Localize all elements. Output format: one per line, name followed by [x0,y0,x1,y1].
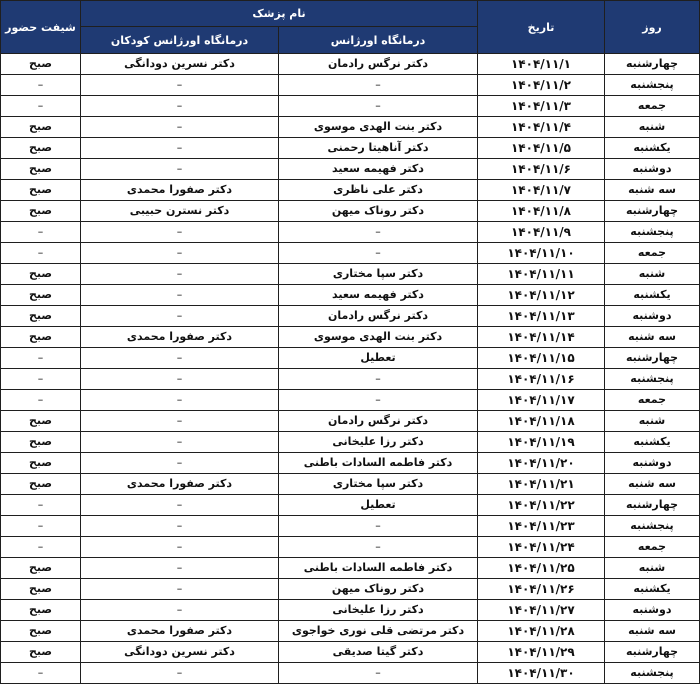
table-row [1,390,700,411]
table-row [1,306,700,327]
day-cell: پنجشنبه [605,75,700,96]
shift-cell: – [1,222,81,243]
header-shift: شیفت حضور [1,1,81,54]
day-cell: یکشنبه [605,432,700,453]
date-cell: ۱۴۰۴/۱۱/۶ [478,159,605,180]
date-cell: ۱۴۰۴/۱۱/۱۴ [478,327,605,348]
child-emergency-doctor-cell: دکتر نسرین دودانگی [81,642,279,663]
table-row [1,516,700,537]
header-emergency: درمانگاه اورژانس [279,27,478,54]
shift-cell: – [1,75,81,96]
table-row [1,138,700,159]
day-cell: چهارشنبه [605,54,700,75]
shift-cell: صبح [1,54,81,75]
shift-cell: صبح [1,621,81,642]
date-cell: ۱۴۰۴/۱۱/۱۵ [478,348,605,369]
child-emergency-doctor-cell: – [81,369,279,390]
day-cell: جمعه [605,390,700,411]
table-row [1,159,700,180]
day-cell: سه شنبه [605,621,700,642]
day-cell: شنبه [605,117,700,138]
emergency-doctor-cell: دکتر گیتا صدیقی [279,642,478,663]
shift-cell: صبح [1,600,81,621]
day-cell: دوشنبه [605,600,700,621]
emergency-doctor-cell: – [279,243,478,264]
date-cell: ۱۴۰۴/۱۱/۲۵ [478,558,605,579]
child-emergency-doctor-cell: – [81,222,279,243]
child-emergency-doctor-cell: – [81,348,279,369]
table-row [1,495,700,516]
shift-cell: – [1,537,81,558]
emergency-doctor-cell: – [279,369,478,390]
table-body [1,54,700,684]
child-emergency-doctor-cell: دکتر صفورا محمدی [81,474,279,495]
day-cell: چهارشنبه [605,642,700,663]
emergency-doctor-cell: دکتر فهیمه سعید [279,159,478,180]
emergency-doctor-cell: دکتر نرگس رادمان [279,306,478,327]
child-emergency-doctor-cell: – [81,138,279,159]
shift-cell: صبح [1,453,81,474]
child-emergency-doctor-cell: – [81,579,279,600]
emergency-doctor-cell: دکتر روناک میهن [279,201,478,222]
date-cell: ۱۴۰۴/۱۱/۳ [478,96,605,117]
child-emergency-doctor-cell: – [81,159,279,180]
shift-cell: صبح [1,558,81,579]
shift-cell: – [1,96,81,117]
emergency-doctor-cell: دکتر سپا مختاری [279,474,478,495]
table-row [1,201,700,222]
shift-cell: صبح [1,138,81,159]
emergency-doctor-cell: دکتر علی ناظری [279,180,478,201]
date-cell: ۱۴۰۴/۱۱/۴ [478,117,605,138]
emergency-doctor-cell: – [279,516,478,537]
emergency-doctor-cell: – [279,222,478,243]
shift-cell: – [1,663,81,684]
day-cell: دوشنبه [605,306,700,327]
child-emergency-doctor-cell: – [81,432,279,453]
day-cell: پنجشنبه [605,369,700,390]
date-cell: ۱۴۰۴/۱۱/۱۱ [478,264,605,285]
child-emergency-doctor-cell: – [81,264,279,285]
shift-cell: صبح [1,306,81,327]
child-emergency-doctor-cell: دکتر صفورا محمدی [81,621,279,642]
emergency-doctor-cell: دکتر نرگس رادمان [279,54,478,75]
table-row [1,96,700,117]
table-row [1,537,700,558]
date-cell: ۱۴۰۴/۱۱/۱۶ [478,369,605,390]
child-emergency-doctor-cell: – [81,453,279,474]
date-cell: ۱۴۰۴/۱۱/۲۱ [478,474,605,495]
child-emergency-doctor-cell: – [81,495,279,516]
child-emergency-doctor-cell: دکتر صفورا محمدی [81,327,279,348]
day-cell: سه شنبه [605,327,700,348]
table-row [1,600,700,621]
shift-cell: صبح [1,411,81,432]
date-cell: ۱۴۰۴/۱۱/۵ [478,138,605,159]
shift-cell: صبح [1,264,81,285]
table-row [1,453,700,474]
emergency-doctor-cell: دکتر مرتضی قلی نوری خواجوی [279,621,478,642]
day-cell: یکشنبه [605,579,700,600]
emergency-doctor-cell: – [279,96,478,117]
table-row [1,474,700,495]
emergency-doctor-cell: – [279,663,478,684]
emergency-doctor-cell: – [279,75,478,96]
child-emergency-doctor-cell: – [81,96,279,117]
emergency-doctor-cell: دکتر بنت الهدی موسوی [279,117,478,138]
day-cell: شنبه [605,264,700,285]
child-emergency-doctor-cell: دکتر صفورا محمدی [81,180,279,201]
header-day: روز [605,1,700,54]
date-cell: ۱۴۰۴/۱۱/۲۴ [478,537,605,558]
child-emergency-doctor-cell: – [81,285,279,306]
table-row [1,264,700,285]
emergency-doctor-cell: دکتر رزا علیخانی [279,432,478,453]
date-cell: ۱۴۰۴/۱۱/۲۶ [478,579,605,600]
child-emergency-doctor-cell: دکتر نسترن حبیبی [81,201,279,222]
child-emergency-doctor-cell: – [81,516,279,537]
table-row [1,369,700,390]
day-cell: سه شنبه [605,474,700,495]
date-cell: ۱۴۰۴/۱۱/۲۷ [478,600,605,621]
emergency-doctor-cell: دکتر فاطمه السادات باطنی [279,558,478,579]
day-cell: جمعه [605,243,700,264]
emergency-doctor-cell: تعطیل [279,348,478,369]
table-row [1,75,700,96]
day-cell: دوشنبه [605,159,700,180]
date-cell: ۱۴۰۴/۱۱/۹ [478,222,605,243]
shift-cell: – [1,516,81,537]
emergency-doctor-cell: تعطیل [279,495,478,516]
date-cell: ۱۴۰۴/۱۱/۱۳ [478,306,605,327]
child-emergency-doctor-cell: دکتر نسرین دودانگی [81,54,279,75]
shift-cell: – [1,369,81,390]
day-cell: سه شنبه [605,180,700,201]
date-cell: ۱۴۰۴/۱۱/۲۹ [478,642,605,663]
emergency-doctor-cell: دکتر آناهیتا رحمنی [279,138,478,159]
table-row [1,222,700,243]
date-cell: ۱۴۰۴/۱۱/۲ [478,75,605,96]
date-cell: ۱۴۰۴/۱۱/۱۰ [478,243,605,264]
shift-cell: صبح [1,201,81,222]
shift-cell: – [1,390,81,411]
emergency-doctor-cell: دکتر رزا علیخانی [279,600,478,621]
emergency-doctor-cell: دکتر فهیمه سعید [279,285,478,306]
child-emergency-doctor-cell: – [81,663,279,684]
child-emergency-doctor-cell: – [81,558,279,579]
shift-cell: صبح [1,117,81,138]
emergency-doctor-cell: دکتر نرگس رادمان [279,411,478,432]
date-cell: ۱۴۰۴/۱۱/۱۹ [478,432,605,453]
emergency-doctor-cell: دکتر روناک میهن [279,579,478,600]
table-header [1,1,700,54]
day-cell: جمعه [605,537,700,558]
day-cell: یکشنبه [605,138,700,159]
day-cell: پنجشنبه [605,222,700,243]
shift-cell: صبح [1,180,81,201]
day-cell: پنجشنبه [605,516,700,537]
date-cell: ۱۴۰۴/۱۱/۲۰ [478,453,605,474]
child-emergency-doctor-cell: – [81,243,279,264]
date-cell: ۱۴۰۴/۱۱/۱ [478,54,605,75]
shift-cell: صبح [1,432,81,453]
table-row [1,621,700,642]
date-cell: ۱۴۰۴/۱۱/۲۸ [478,621,605,642]
shift-cell: صبح [1,642,81,663]
header-date: تاریخ [478,1,605,54]
header-child-emergency: درمانگاه اورژانس کودکان [81,27,279,54]
child-emergency-doctor-cell: – [81,537,279,558]
day-cell: جمعه [605,96,700,117]
table-row [1,411,700,432]
table-row [1,432,700,453]
date-cell: ۱۴۰۴/۱۱/۱۷ [478,390,605,411]
day-cell: دوشنبه [605,453,700,474]
table-row [1,180,700,201]
day-cell: چهارشنبه [605,348,700,369]
date-cell: ۱۴۰۴/۱۱/۳۰ [478,663,605,684]
child-emergency-doctor-cell: – [81,411,279,432]
day-cell: چهارشنبه [605,495,700,516]
child-emergency-doctor-cell: – [81,390,279,411]
emergency-doctor-cell: دکتر سپا مختاری [279,264,478,285]
shift-cell: صبح [1,474,81,495]
table-row [1,327,700,348]
child-emergency-doctor-cell: – [81,117,279,138]
emergency-doctor-cell: – [279,390,478,411]
shift-cell: – [1,348,81,369]
date-cell: ۱۴۰۴/۱۱/۱۲ [478,285,605,306]
child-emergency-doctor-cell: – [81,600,279,621]
date-cell: ۱۴۰۴/۱۱/۲۲ [478,495,605,516]
day-cell: شنبه [605,411,700,432]
date-cell: ۱۴۰۴/۱۱/۲۳ [478,516,605,537]
table-row [1,663,700,684]
shift-cell: صبح [1,159,81,180]
table-row [1,117,700,138]
table-row [1,285,700,306]
shift-cell: صبح [1,327,81,348]
shift-cell: – [1,243,81,264]
table-row [1,579,700,600]
day-cell: شنبه [605,558,700,579]
day-cell: پنجشنبه [605,663,700,684]
day-cell: یکشنبه [605,285,700,306]
date-cell: ۱۴۰۴/۱۱/۱۸ [478,411,605,432]
emergency-doctor-cell: دکتر فاطمه السادات باطنی [279,453,478,474]
shift-cell: صبح [1,285,81,306]
date-cell: ۱۴۰۴/۱۱/۸ [478,201,605,222]
shift-cell: – [1,495,81,516]
day-cell: چهارشنبه [605,201,700,222]
table-row [1,243,700,264]
header-doctor-group: نام پزشک [81,1,478,27]
table-row [1,558,700,579]
date-cell: ۱۴۰۴/۱۱/۷ [478,180,605,201]
table-row [1,54,700,75]
table-row [1,642,700,663]
child-emergency-doctor-cell: – [81,306,279,327]
emergency-doctor-cell: – [279,537,478,558]
emergency-doctor-cell: دکتر بنت الهدی موسوی [279,327,478,348]
shift-cell: صبح [1,579,81,600]
table-row [1,348,700,369]
child-emergency-doctor-cell: – [81,75,279,96]
